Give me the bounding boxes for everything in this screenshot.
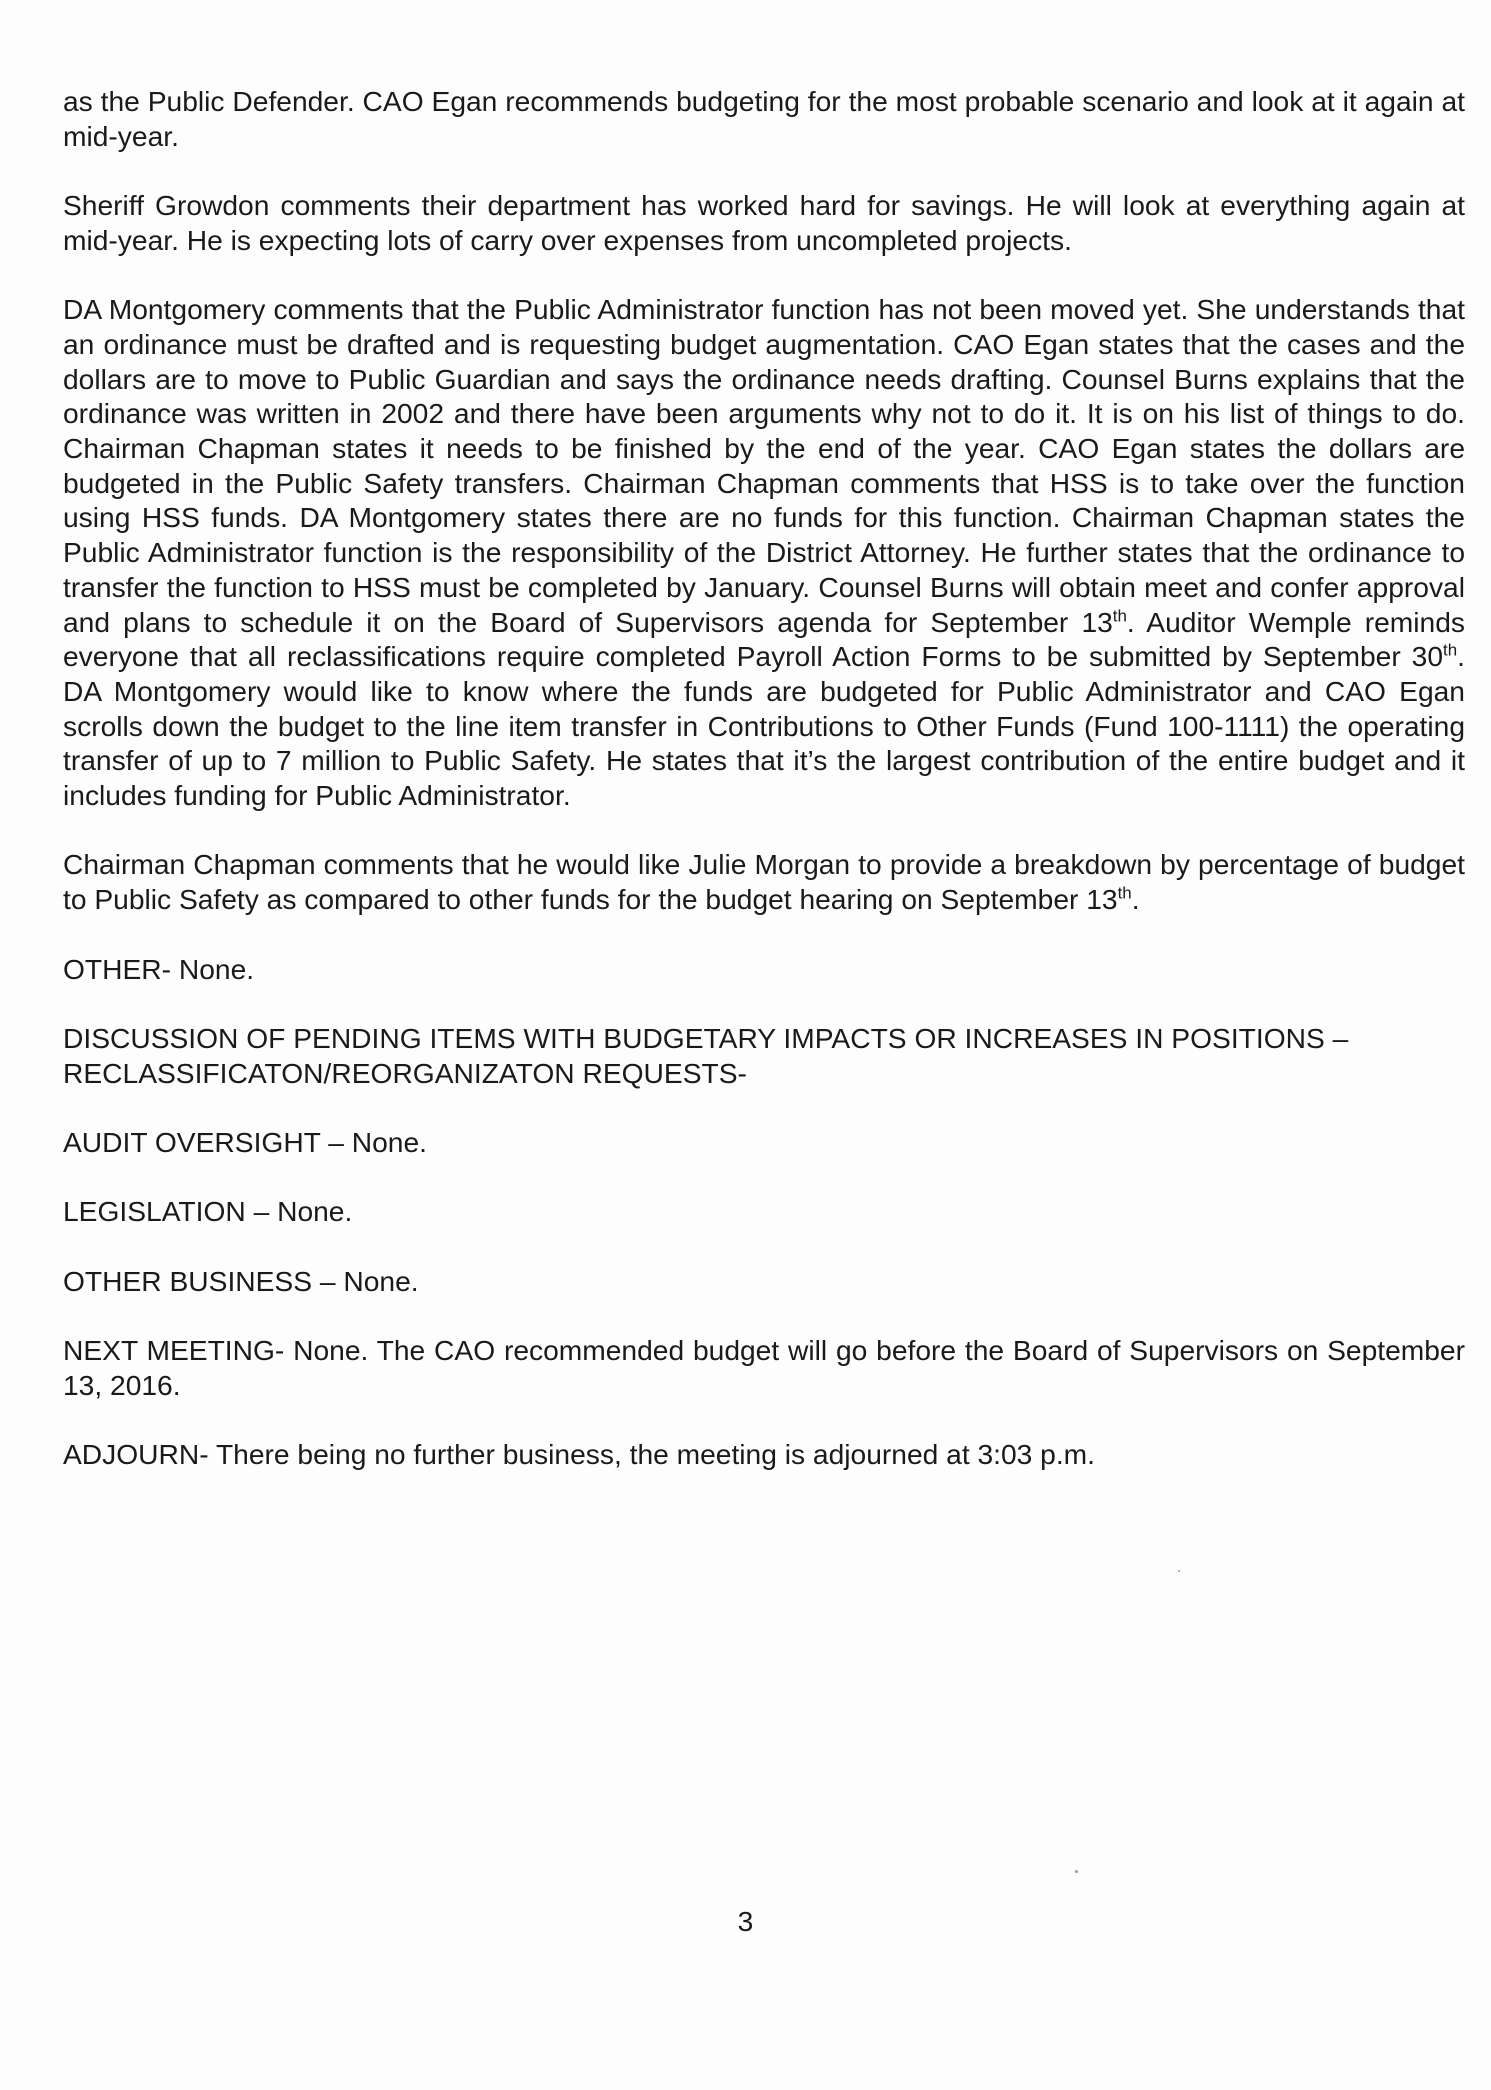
section-other-business: [63, 1264, 1465, 1299]
section-other: [63, 952, 1465, 987]
section-pending-items: [63, 1021, 1465, 1090]
paragraph-text: Sheriff Growdon comments their department has worked hard for savings. He will look at everything again at mid-year. He is expecting lots of carry over expenses from uncompleted projects.: [63, 189, 1465, 256]
section-heading-text: OTHER BUSINESS – None.: [63, 1264, 419, 1297]
section-heading-text: DISCUSSION OF PENDING ITEMS WITH BUDGETARY IMPACTS OR INCREASES IN POSITIONS – RECLASSIFICATON/REORGANIZATON REQUESTS-: [63, 1021, 1349, 1089]
paragraph-text: .: [1131, 883, 1140, 916]
page-number: 3: [737, 1905, 754, 1937]
section-heading-text: AUDIT OVERSIGHT – None.: [63, 1126, 427, 1158]
paragraph-text: as the Public Defender. CAO Egan recommends budgeting for the most probable scenario and look at it again at mid-year.: [63, 85, 1465, 152]
ordinal-suffix: th: [1112, 606, 1127, 626]
paragraph-text: DA Montgomery comments that the Public Administrator function has not been moved yet. She understands that an ordinance must be drafted and is requesting budget augmentation. CAO Egan states that the cases and the dollars are to move to Public Guardian and says the ordinance needs drafting. Counsel Burns explains that the ordinance was written in 2002 and there have been arguments why not to do it. It is on his list of things to do. Chairman Chapman states it needs to be finished by the end of the year. CAO Egan states the dollars are budgeted in the Public Safety transfers. Chairman Chapman comments that HSS is to take over the function using HSS funds. DA Montgomery states there are no funds for this function. Chairman Chapman states the Public Administrator function is the responsibility of the District Attorney. He further states that the ordinance to transfer the function to HSS must be completed by January. Counsel Burns will obtain meet and confer approval and plans to schedule it on the Board of Supervisors agenda for September 13: [63, 293, 1465, 638]
paragraph-da-montgomery: [63, 292, 1465, 813]
ordinal-suffix: th: [1443, 640, 1458, 660]
paragraph-text: . Auditor Wemple reminds everyone that all reclassifications require completed Payroll Action Forms to be submitted by September 30: [63, 605, 1465, 673]
scan-speck: [1075, 1870, 1078, 1873]
section-audit-oversight: [63, 1125, 1465, 1160]
section-heading-text: OTHER- None.: [63, 952, 255, 985]
paragraph-public-defender: [63, 84, 1465, 153]
paragraph-sheriff-growdon: [63, 188, 1465, 257]
scan-speck: [1178, 1570, 1180, 1572]
paragraph-text: . DA Montgomery would like to know where the funds are budgeted for Public Administrator and CAO Egan scrolls down the budget to the line item transfer in Contributions to Other Funds (Fund 100-1111) the operating transfer of up to 7 million to Public Safety. He states that it’s the largest contribution of the entire budget and it includes funding for Public Administrator.: [63, 640, 1465, 812]
document-body: [63, 84, 1465, 1507]
ordinal-suffix: th: [1117, 883, 1132, 903]
section-next-meeting: [63, 1333, 1465, 1402]
section-heading-text: LEGISLATION – None.: [63, 1195, 353, 1228]
section-heading-text: NEXT MEETING- None. The CAO recommended budget will go before the Board of Supervisors on September 13, 2016.: [63, 1334, 1465, 1401]
section-heading-text: ADJOURN- There being no further business, the meeting is adjourned at 3:03 p.m.: [63, 1438, 1095, 1471]
paragraph-text: Chairman Chapman comments that he would like Julie Morgan to provide a breakdown by percentage of budget to Public Safety as compared to other funds for the budget hearing on September 13: [63, 848, 1465, 916]
paragraph-chairman-chapman: [63, 847, 1465, 916]
section-legislation: [63, 1194, 1465, 1229]
section-adjourn: [63, 1437, 1465, 1472]
